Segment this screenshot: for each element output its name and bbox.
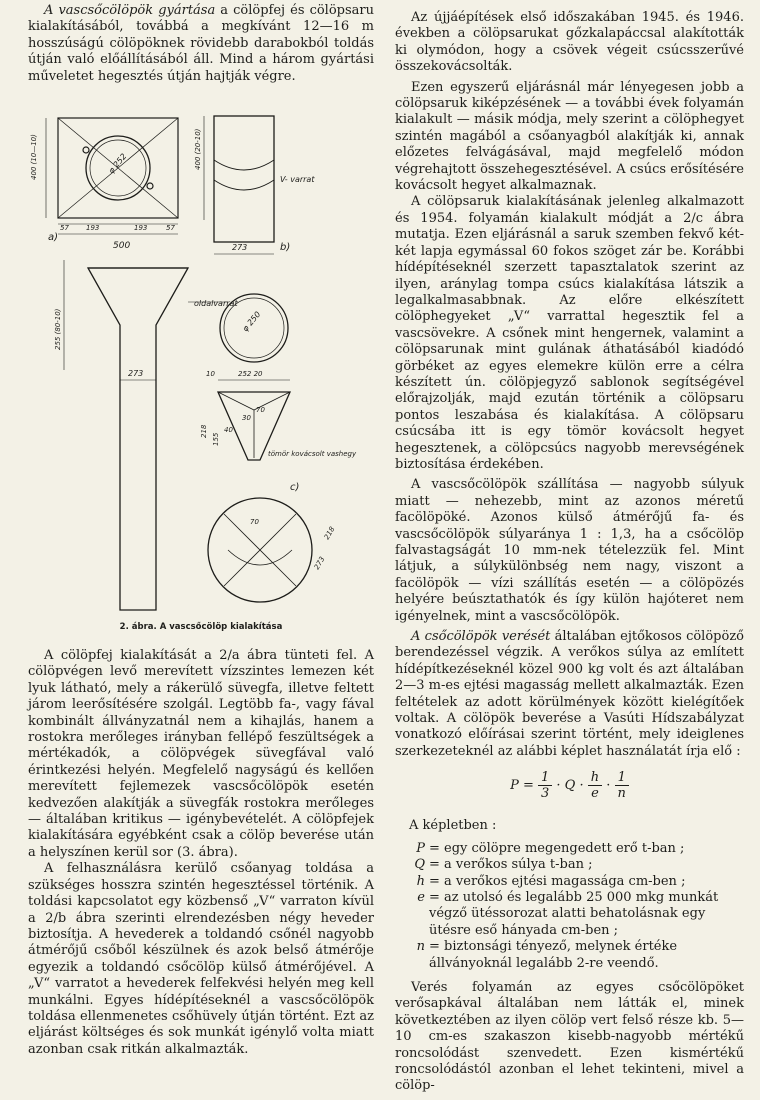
fraction-h-over-e — [588, 770, 602, 801]
label-dim-273b: 273 — [128, 369, 144, 378]
label-dim-193b: 193 — [134, 224, 148, 232]
legend-item — [395, 857, 744, 873]
label-dim-57b: 57 — [166, 224, 175, 232]
left-column-lower — [28, 648, 374, 1058]
label-dim-500: 500 — [113, 241, 131, 251]
label-phi-250: φ 250 — [240, 309, 263, 334]
label-b: b) — [280, 242, 291, 253]
label-dim-70a: 70 — [256, 406, 265, 414]
legend-item — [395, 874, 744, 890]
fraction-one-third — [538, 770, 552, 801]
label-side-weld: oldalvarrat — [194, 299, 238, 308]
label-dim-70b: 70 — [250, 518, 259, 526]
legend-item — [395, 939, 744, 972]
paragraph-shoe-current: A cölöpsaruk kialakításának jelenleg alkalmazott és 1954. folyamán kialakult módját a 2/c ábra mutatja. Ezen eljárásnál a saruk szemben fekvő két-két lapja egymással 60 fokos szöget zár be. Korábbi hídépítéseknél szerzett tapasztalatok szerint az ilyen, aránylag tompa csúcs kialakítása látszik a legalkalmasabbnak. Az előre elkészített cölöphegyeket „V“ varrattal hegesztik fel a vascsövekre. A csőnek mint hengernek, valamint a cölöpsarunak mint gulának áthatásából kiadódó görbéket az egyes elemekre külön erre a célra készített ún. cölöpjegyző sablonok segítségével előrajzolják, majd ezután történik a cölöpsaru pontos leszabása és kialakítása. A cölöpsaru csúcsába itt is egy tömör kovácsolt hegyet hegesztenek, a cölöpcsúcs nagyobb merevségének biztosítása érdekében. — [395, 194, 744, 472]
legend-symbol: e — [417, 889, 425, 905]
label-dim-400-20: 400 (20-10) — [194, 128, 202, 170]
label-dim-218: 218 — [200, 424, 208, 438]
label-dim-40: 40 — [224, 426, 233, 434]
pile-shaft — [88, 268, 188, 610]
label-dim-218b: 218 — [322, 525, 337, 541]
label-a: a) — [48, 232, 59, 243]
paragraph-driving — [395, 629, 744, 760]
paragraph-pipe-splicing: A felhasználásra kerülő csőanyag toldása a szükséges hosszra szintén hegesztéssel történik. A toldási kapcsolatot egy közbenső „V“ varraton kívül a 2/b ábra szerinti elrendezésben négy heveder biztosítja. A hevederek a toldandó csőnél nagyobb átmérőjű csőből készülnek és azok belső átmérője egyezik a toldandó csőcölöp külső átmérőjével. A „V“ varratot a hevederek felfekvési helyén meg kell munkálni. Egyes hídépítéseknél a vascsőcölöpök toldása ellenmenetes csőhüvely útján történt. Ezt az eljárást költséges és sok munkát igénylő volta miatt azonban csak ritkán alkalmazták. — [28, 861, 374, 1057]
emphasis-driving: A csőcölöpök verését — [411, 629, 551, 645]
paragraph-reconstruction: Az újjáépítések első időszakában 1945. és 1946. években a cölöpsarukat gőzkalapáccsal alakították ki olymódon, hogy a csövek végeit csúcsszerűvé összekovácsolták. — [395, 10, 744, 75]
formula-dot: · — [606, 778, 611, 794]
legend-item — [395, 841, 744, 857]
legend-symbol: Q — [414, 857, 425, 873]
paragraph-pile-manufacturing — [28, 3, 374, 85]
label-dim-273a: 273 — [232, 243, 248, 252]
fraction-numerator: 1 — [615, 770, 629, 786]
legend-symbol: h — [416, 873, 425, 889]
fraction-one-over-n — [615, 770, 629, 801]
fraction-numerator: 1 — [538, 770, 552, 786]
label-c: c) — [290, 482, 300, 493]
paragraph-shoe-method: Ezen egyszerű eljárásnál már lényegesen jobb a cölöpsaruk kiképzésének — a további évek folyamán kialakult — másik módja, mely szerint a cölöphegyet szintén magából a csőanyagból alakítják ki, annak előzetes felvágásával, majd megfelelő módon végrehajtott összehegesztésével. A csúcs erősítésére kovácsolt hegyet alkalmaznak. — [395, 79, 744, 194]
fraction-numerator: h — [588, 770, 602, 786]
paragraph-text: általában ejtőkosos cölöpöző berendezéssel végzik. A verőkos súlya az említett hídépítkezéseknél közel 900 kg volt és azt általában 2—3 m-es ejtési magasság mellett alkalmazták. Ezen feltételek az adott körülmények között kielégítőek voltak. A cölöpök beverése a Vasúti Hídszabályzat vonatkozó előírásai szerint történt, mely ideiglenes szerkezeteknél az alábbi képlet használatát írja elő : — [395, 629, 744, 759]
formula-middle: · Q · — [556, 778, 584, 794]
label-dim-30: 30 — [242, 414, 251, 422]
left-column — [28, 3, 374, 85]
formula-legend — [395, 841, 744, 972]
label-forged-tip: tömör kovácsolt vashegy — [268, 450, 357, 458]
driving-formula — [395, 770, 744, 810]
fraction-denominator: n — [617, 786, 626, 802]
technical-drawing — [28, 110, 374, 630]
label-dim-10: 10 — [206, 370, 215, 378]
label-phi-252: φ 252 — [106, 151, 129, 176]
fraction-denominator: 3 — [541, 786, 550, 802]
emphasis-pile-manufacturing: A vascsőcölöpök gyártása — [44, 3, 216, 18]
label-dim-155: 155 — [212, 432, 220, 446]
legend-item — [395, 890, 744, 939]
legend-text: = egy cölöpre megengedett erő t-ban ; — [429, 840, 685, 856]
formula-lhs: P = — [510, 778, 534, 794]
fraction-denominator: e — [591, 786, 599, 802]
label-dim-255: 255 (80-10) — [54, 308, 62, 350]
label-dim-400: 400 (10—10) — [30, 134, 38, 180]
legend-intro: A képletben : — [409, 818, 497, 834]
label-dim-252-20: 252 20 — [238, 370, 263, 378]
legend-text: = biztonsági tényező, melynek értéke állványoknál legalább 2-re veendő. — [429, 939, 678, 971]
legend-symbol: P — [416, 840, 425, 856]
label-dim-273c: 273 — [312, 555, 327, 571]
legend-text: = a verőkos ejtési magassága cm-ben ; — [429, 873, 686, 889]
legend-text: = a verőkos súlya t-ban ; — [429, 857, 593, 873]
paragraph-transport: A vascsőcölöpök szállítása — nagyobb súlyuk miatt — nehezebb, mint az azonos méretű facölöpöké. Azonos külső átmérőjű fa- és vascsőcölöpök súlyaránya 1 : 1,3, ha a csőcölöp falvastagságát 10 mm-nek tételezzük fel. Mint látjuk, a súlykülönbség nem nagy, viszont a facölöpök — vízi szállítás esetén — a cölöpözés helyére beúsztathatók és így külön hajóteret nem igényelnek, mint a vascsőcölöpök. — [395, 477, 744, 624]
label-v-weld: V- varrat — [280, 175, 315, 184]
splice-pipe — [214, 116, 274, 242]
label-dim-57a: 57 — [60, 224, 69, 232]
paragraph-driving-cap: Verés folyamán az egyes csőcölöpöket verősapkával általában nem látták el, minek következtében az ilyen cölöp vert felső része kb. 5—10 cm-es szakaszon kisebb-nagyobb mértékű roncsolódást szenvedett. Ezen kismértékű roncsolódástól azonban el lehet tekinteni, mivel a cölöp- — [395, 979, 744, 1094]
right-column — [395, 10, 744, 1095]
figure-caption: 2. ábra. A vascsőcölöp kialakítása — [119, 622, 283, 632]
legend-symbol: n — [416, 939, 425, 955]
paragraph-text: a cölöpfej és cölöpsaru kialakításából, továbbá a megkívánt 12—16 m hosszúságú cölöpöknek rövidebb darabokból toldás útján való előállításából áll. Mind a három gyártási műveletet hegesztés útján hajtják végre. — [28, 3, 374, 84]
legend-text: = az utolsó és legalább 25 000 mkg munkát végző ütéssorozat alatti behatolásnak egy ütésre eső hányada cm-ben ; — [429, 889, 719, 938]
label-dim-193a: 193 — [86, 224, 100, 232]
paragraph-pile-head: A cölöpfej kialakítását a 2/a ábra tünteti fel. A cölöpvégen levő merevített vízszintes lemezen két lyuk látható, mely a rákerülő süvegfa, illetve feltett járom leerősítésére szolgál. Legtöbb fa-, vagy fával kombinált állványzatnál nem a kihajlás, hanem a rostokra merőleges irányban fellépő feszültségek a mértékadók, a cölöpvégek süvegfával való érintkezési helyén. Megfelelő nagyságú és kellően merevített fejlemezek vascsőcölöpök esetén kedvezően alakítják a süvegfák rostokra merőleges — általában kritikus — igénybevételét. A cölöpfejek kialakítására egyébként csak a cölöp beverése után a helyszínen kerül sor (3. ábra). — [28, 648, 374, 860]
figure-2-drawing — [28, 110, 374, 650]
